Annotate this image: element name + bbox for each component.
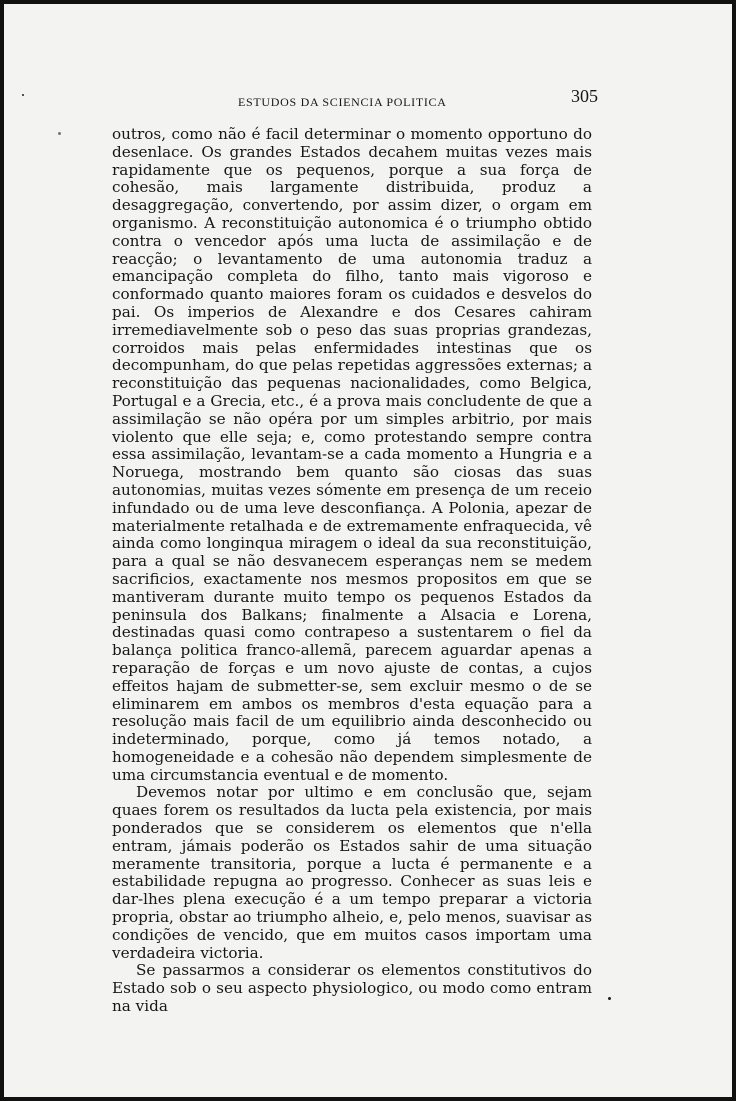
running-header [112, 86, 598, 110]
running-title: ESTUDOS DA SCIENCIA POLITICA [238, 95, 447, 109]
scan-speck [608, 997, 611, 1000]
page-number: 305 [571, 86, 598, 106]
scan-speck [58, 132, 61, 135]
scan-speck [22, 94, 24, 96]
body-paragraph: outros, como não é facil determinar o momento opportuno do desenlace. Os grandes Estados decahem muitas vezes mais rapidamente que os pequenos, porque a sua força de cohesão, mais largamente distribuida, produz a desaggregação, convertendo, por assim dizer, o orgam em organismo. A reconstituição autonomica é o triumpho obtido contra o vencedor após uma lucta de assimilação e de reacção; o levantamento de uma autonomia traduz a emancipação completa do filho, tanto mais vigoroso e conformado quanto maiores foram os cuidados e desvelos do pai. Os imperios de Alexandre e dos Cesares cahiram irremediavelmente sob o peso das suas proprias grandezas, corroidos mais pelas enfermidades intestinas que os decompunham, do que pelas repetidas aggressões externas; a reconstituição das pequenas nacionalidades, como Belgica, Portugal e a Grecia, etc., é a prova mais concludente de que a assimilação se não opéra por um simples arbitrio, por mais violento que elle seja; e, como protestando sempre contra essa assimilação, levantam-se a cada momento a Hungria e a Noruega, mostrando bem quanto são ciosas das suas autonomias, muitas vezes sómente em presença de um receio infundado ou de uma leve desconfiança. A Polonia, apezar de materialmente retalhada e de extremamente enfraquecida, vê ainda como longinqua miragem o ideal da sua reconstituição, para a qual se não desvanecem esperanças nem se medem sacrificios, exactamente nos mesmos propositos em que se mantiveram durante muito tempo os pequenos Estados da peninsula dos Balkans; finalmente a Alsacia e Lorena, destinadas quasi como contrapeso a sustentarem o fiel da balança politica franco-allemã, parecem aguardar apenas a reparação de forças e um novo ajuste de contas, a cujos effeitos hajam de submetter-se, sem excluir mesmo o de se eliminarem em ambos os membros d'esta equação para a resolução mais facil de um equilibrio ainda desconhecido ou indeterminado, porque, como já temos notado, a homogeneidade e a cohesão não dependem simplesmente de uma circumstancia eventual e de momento. [112, 125, 592, 784]
body-paragraph: Se passarmos a considerar os elementos constitutivos do Estado sob o seu aspecto physiologico, ou modo como entram na vida [112, 961, 592, 1016]
page-body [112, 126, 592, 1016]
body-paragraph: Devemos notar por ultimo e em conclusão que, sejam quaes forem os resultados da lucta pela existencia, por mais ponderados que se considerem os elementos que n'ella entram, jámais poderão os Estados sahir de uma situação meramente transitoria, porque a lucta é permanente e a estabilidade repugna ao progresso. Conhecer as suas leis e dar-lhes plena execução é a um tempo preparar a victoria propria, obstar ao triumpho alheio, e, pelo menos, suavisar as condições de vencido, que em muitos casos importam uma verdadeira victoria. [112, 783, 592, 962]
book-page [112, 86, 598, 1016]
